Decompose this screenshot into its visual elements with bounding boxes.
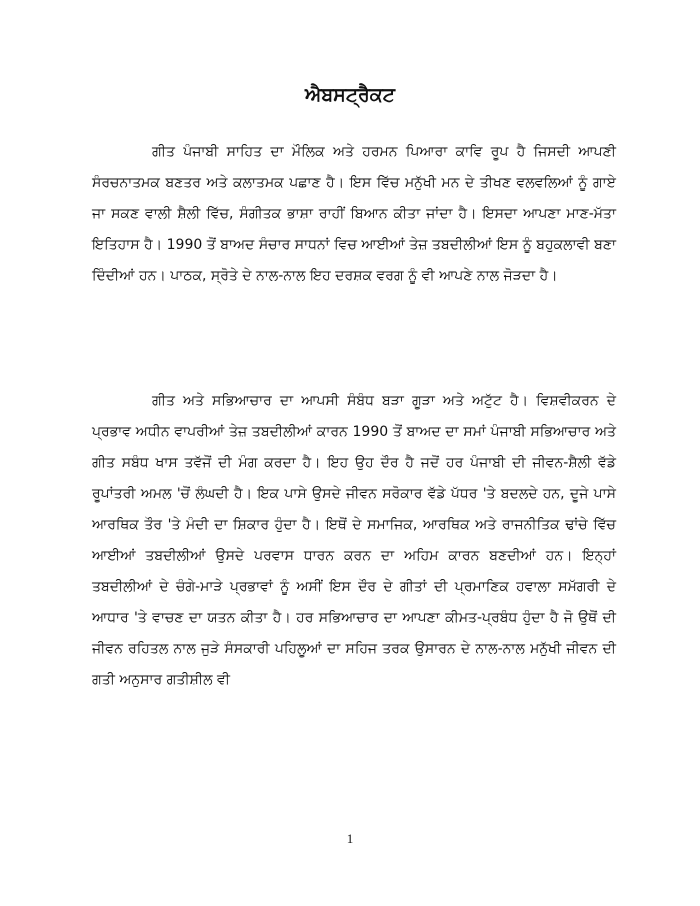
page-title: ਐਬਸਟ੍ਰੈਕਟ — [305, 84, 395, 106]
paragraph-1: ਗੀਤ ਪੰਜਾਬੀ ਸਾਹਿਤ ਦਾ ਮੌਲਿਕ ਅਤੇ ਹਰਮਨ ਪਿਆਰਾ ਕਾਵਿ ਰੂਪ ਹੈ ਜਿਸਦੀ ਆਪਣੀ ਸੰਰਚਨਾਤਮਕ ਬਣਤਰ ਅਤੇ ਕਲਾਤਮਕ ਪਛਾਣ ਹੈ। ਇਸ ਵਿੱਚ ਮਨੁੱਖੀ ਮਨ ਦੇ ਤੀਖਣ ਵਲਵਲਿਆਂ ਨੂੰ ਗਾਏ ਜਾ ਸਕਣ ਵਾਲੀ ਸ਼ੈਲੀ ਵਿੱਚ, ਸੰਗੀਤਕ ਭਾਸ਼ਾ ਰਾਹੀਂ ਬਿਆਨ ਕੀਤਾ ਜਾਂਦਾ ਹੈ। ਇਸਦਾ ਆਪਣਾ ਮਾਣ-ਮੱਤਾ ਇਤਿਹਾਸ ਹੈ। 1990 ਤੋਂ ਬਾਅਦ ਸੰਚਾਰ ਸਾਧਨਾਂ ਵਿਚ ਆਈਆਂ ਤੇਜ਼ ਤਬਦੀਲੀਆਂ ਇਸ ਨੂੰ ਬਹੁਕਲਾਵੀ ਬਣਾ ਦਿੰਦੀਆਂ ਹਨ। ਪਾਠਕ, ਸ੍ਰੋਤੇ ਦੇ ਨਾਲ-ਨਾਲ ਇਹ ਦਰਸ਼ਕ ਵਰਗ ਨੂੰ ਵੀ ਆਪਣੇ ਨਾਲ ਜੋੜਦਾ ਹੈ। — [92, 144, 616, 284]
paragraph-2: ਗੀਤ ਅਤੇ ਸਭਿਆਚਾਰ ਦਾ ਆਪਸੀ ਸੰਬੰਧ ਬੜਾ ਗੂੜਾ ਅਤੇ ਅਟੁੱਟ ਹੈ। ਵਿਸ਼ਵੀਕਰਨ ਦੇ ਪ੍ਰਭਾਵ ਅਧੀਨ ਵਾਪਰੀਆਂ ਤੇਜ਼ ਤਬਦੀਲੀਆਂ ਕਾਰਨ 1990 ਤੋਂ ਬਾਅਦ ਦਾ ਸਮਾਂ ਪੰਜਾਬੀ ਸਭਿਆਚਾਰ ਅਤੇ ਗੀਤ ਸਬੰਧ ਖਾਸ ਤਵੱਜੋਂ ਦੀ ਮੰਗ ਕਰਦਾ ਹੈ। ਇਹ ਉਹ ਦੌਰ ਹੈ ਜਦੋਂ ਹਰ ਪੰਜਾਬੀ ਦੀ ਜੀਵਨ-ਸ਼ੈਲੀ ਵੱਡੇ ਰੂਪਾਂਤਰੀ ਅਮਲ 'ਚੋਂ ਲੰਘਦੀ ਹੈ। ਇਕ ਪਾਸੇ ਉਸਦੇ ਜੀਵਨ ਸਰੋਕਾਰ ਵੱਡੇ ਪੱਧਰ 'ਤੇ ਬਦਲਦੇ ਹਨ, ਦੂਜੇ ਪਾਸੇ ਆਰਥਿਕ ਤੌਰ 'ਤੇ ਮੰਦੀ ਦਾ ਸ਼ਿਕਾਰ ਹੁੰਦਾ ਹੈ। ਇਥੋਂ ਦੇ ਸਮਾਜਿਕ, ਆਰਥਿਕ ਅਤੇ ਰਾਜਨੀਤਿਕ ਢਾਂਚੇ ਵਿੱਚ ਆਈਆਂ ਤਬਦੀਲੀਆਂ ਉਸਦੇ ਪਰਵਾਸ ਧਾਰਨ ਕਰਨ ਦਾ ਅਹਿਮ ਕਾਰਨ ਬਣਦੀਆਂ ਹਨ। ਇਨ੍ਹਾਂ ਤਬਦੀਲੀਆਂ ਦੇ ਚੰਗੇ-ਮਾੜੇ ਪ੍ਰਭਾਵਾਂ ਨੂੰ ਅਸੀਂ ਇਸ ਦੌਰ ਦੇ ਗੀਤਾਂ ਦੀ ਪ੍ਰਮਾਣਿਕ ਹਵਾਲਾ ਸਮੱਗਰੀ ਦੇ ਆਧਾਰ 'ਤੇ ਵਾਚਣ ਦਾ ਯਤਨ ਕੀਤਾ ਹੈ। ਹਰ ਸਭਿਆਚਾਰ ਦਾ ਆਪਣਾ ਕੀਮਤ-ਪ੍ਰਬੰਧ ਹੁੰਦਾ ਹੈ ਜੋ ਉਥੋਂ ਦੀ ਜੀਵਨ ਰਹਿਤਲ ਨਾਲ ਜੁੜੇ ਸੰਸਕਾਰੀ ਪਹਿਲੂਆਂ ਦਾ ਸਹਿਜ ਤਰਕ ਉਸਾਰਨ ਦੇ ਨਾਲ-ਨਾਲ ਮਨੁੱਖੀ ਜੀਵਨ ਦੀ ਗਤੀ ਅਨੁਸਾਰ ਗਤੀਸ਼ੀਲ ਵੀ — [92, 393, 616, 688]
page-number: 1 — [346, 831, 354, 846]
